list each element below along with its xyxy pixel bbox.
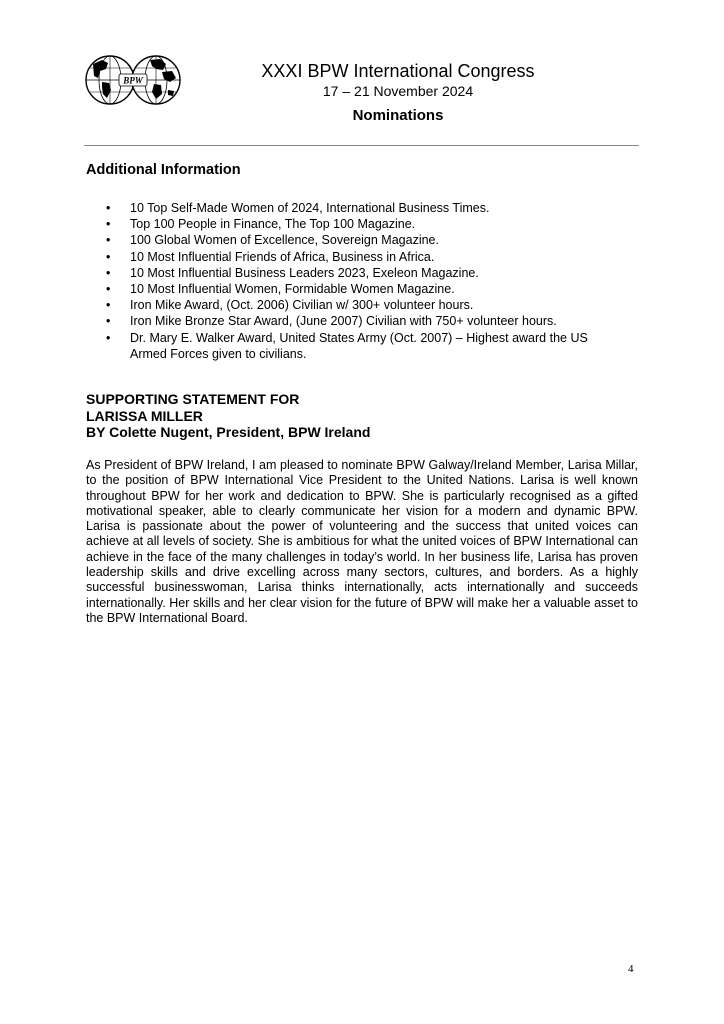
header-divider [84, 145, 639, 146]
list-item-text: 10 Top Self-Made Women of 2024, International Business Times. [130, 201, 490, 215]
bullet-marker: • [106, 201, 111, 215]
supporting-statement-heading [86, 391, 370, 441]
bullet-marker: • [106, 265, 111, 280]
bullet-marker: • [106, 282, 111, 297]
bullet-marker: • [106, 330, 111, 345]
list-item-text: Top 100 People in Finance, The Top 100 Magazine. [130, 217, 416, 232]
list-item-text: 100 Global Women of Excellence, Sovereign Magazine. [130, 233, 439, 248]
bullet-marker: • [106, 298, 111, 313]
list-item-text: Iron Mike Award, (Oct. 2006) Civilian w/ 300+ volunteer hours. [130, 298, 474, 313]
bullet-marker: • [106, 233, 111, 248]
bpw-logo [84, 54, 184, 106]
bullet-marker: • [106, 249, 111, 264]
page-number: 4 [628, 963, 634, 975]
nominee-name: LARISSA MILLER [86, 407, 203, 424]
list-item-text: Dr. Mary E. Walker Award, United States Army (Oct. 2007) – Highest award the US Armed Forces given to civilians. [130, 330, 588, 361]
logo-text: BPW [123, 75, 143, 86]
twin-globes-logo-icon [84, 54, 184, 106]
list-item [86, 265, 626, 281]
list-item-text: 10 Most Influential Business Leaders 2023, Exeleon Magazine. [130, 265, 479, 280]
list-item [86, 281, 626, 297]
list-item [86, 297, 626, 313]
list-item [86, 249, 626, 265]
additional-information-heading: Additional Information [86, 162, 241, 178]
awards-list [86, 200, 626, 362]
list-item-text: 10 Most Influential Friends of Africa, Business in Africa. [130, 249, 435, 264]
congress-title: XXXI BPW International Congress [261, 61, 535, 81]
statement-heading-line: SUPPORTING STATEMENT FOR [86, 391, 300, 407]
bullet-marker: • [106, 314, 111, 329]
list-item [86, 216, 626, 232]
list-item [86, 330, 626, 362]
list-item [86, 200, 626, 216]
list-item-text: 10 Most Influential Women, Formidable Women Magazine. [130, 282, 455, 297]
list-item [86, 313, 626, 329]
supporting-statement-body: As President of BPW Ireland, I am pleased to nominate BPW Galway/Ireland Member, Larisa Millar, to the position of BPW International Vice President to the United Nations. Larisa is well known throughout BPW for her work and dedication to BPW. She is particularly recognised as a gifted motivational speaker, able to clearly communicate her vision for a modern and dynamic BPW. Larisa is passionate about the power of volunteering and the success that united voices can achieve at all levels of society. She is ambitious for what the united voices of BPW International can achieve in the face of the many challenges in today’s world. In her business life, Larisa has proven leadership skills and drive excelling across many sectors, cultures, and borders. As a highly successful businesswoman, Larisa thinks internationally, acts internationally and succeeds internationally. Her skills and her clear vision for the future of BPW will make her a valuable asset to the BPW International Board. [86, 458, 638, 625]
list-item-text: Iron Mike Bronze Star Award, (June 2007) Civilian with 750+ volunteer hours. [130, 314, 557, 329]
section-title: Nominations [352, 107, 444, 124]
bullet-marker: • [106, 217, 111, 232]
list-item [86, 232, 626, 248]
congress-dates: 17 – 21 November 2024 [322, 83, 474, 99]
statement-author: BY Colette Nugent, President, BPW Ireland [86, 424, 371, 440]
